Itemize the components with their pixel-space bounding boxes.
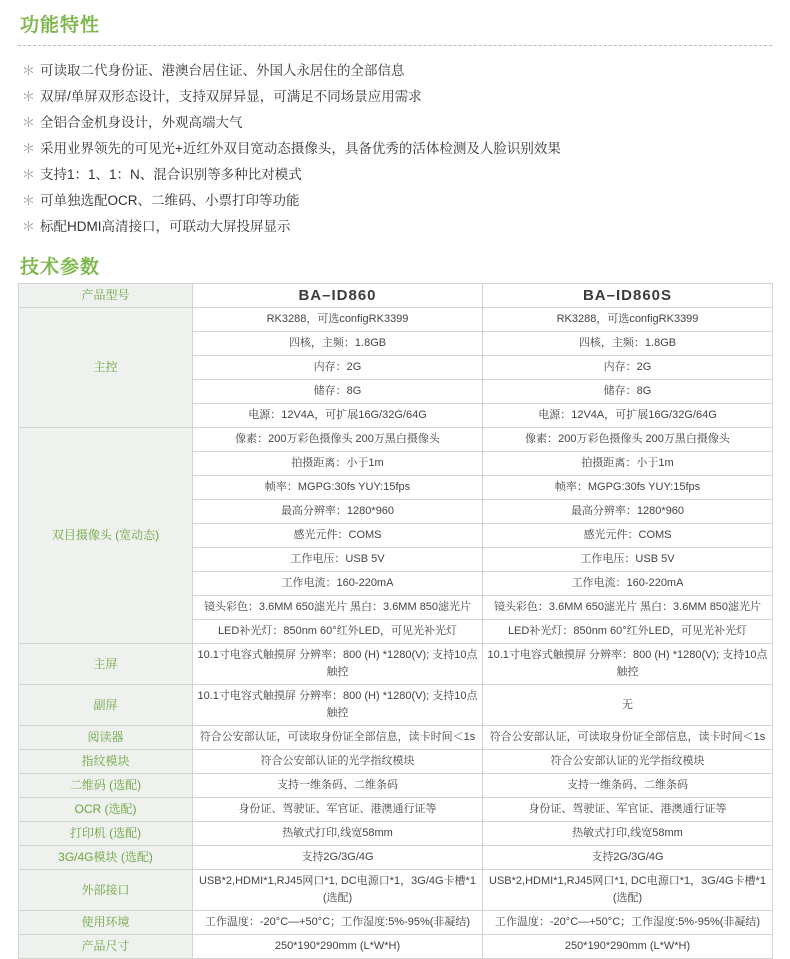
table-row	[19, 870, 773, 911]
feature-text: 可读取二代身份证、港澳台居住证、外国人永居住的全部信息	[40, 63, 405, 78]
spec-value-2: 250*190*290mm (L*W*H)	[483, 935, 773, 959]
spec-value-2: 工作温度：-20°C—+50°C；工作湿度:5%-95%(非凝结)	[483, 911, 773, 935]
spec-value-2: 身份证、驾驶证、军官证、港澳通行证等	[483, 798, 773, 822]
spec-label: 外部接口	[19, 870, 193, 911]
spec-value-1: 帧率：MGPG:30fs YUY:15fps	[193, 476, 483, 500]
table-row	[19, 750, 773, 774]
feature-item	[22, 214, 772, 240]
spec-label: 产品尺寸	[19, 935, 193, 959]
spec-value-2: RK3288，可选configRK3399	[483, 308, 773, 332]
spec-value-1: 工作温度：-20°C—+50°C；工作湿度:5%-95%(非凝结)	[193, 911, 483, 935]
bullet-icon: ＊	[22, 167, 36, 182]
table-row	[19, 644, 773, 685]
feature-text: 标配HDMI高清接口，可联动大屏投屏显示	[40, 219, 291, 234]
spec-value-2: 最高分辨率：1280*960	[483, 500, 773, 524]
spec-value-2: 像素：200万彩色摄像头 200万黑白摄像头	[483, 428, 773, 452]
spec-label: 主控	[19, 308, 193, 428]
spec-value-2: 电源：12V4A，可扩展16G/32G/64G	[483, 404, 773, 428]
spec-value-2: 内存：2G	[483, 356, 773, 380]
spec-label: 副屏	[19, 685, 193, 726]
spec-value-1: LED补光灯：850nm 60°红外LED，可见光补光灯	[193, 620, 483, 644]
spec-value-1: 拍摄距离：小于1m	[193, 452, 483, 476]
spec-label: 主屏	[19, 644, 193, 685]
spec-label: 使用环境	[19, 911, 193, 935]
spec-value-2: 感光元件：COMS	[483, 524, 773, 548]
spec-label: OCR (选配)	[19, 798, 193, 822]
spec-value-1: 身份证、驾驶证、军官证、港澳通行证等	[193, 798, 483, 822]
spec-value-2: 工作电压：USB 5V	[483, 548, 773, 572]
spec-label: 二维码 (选配)	[19, 774, 193, 798]
feature-item	[22, 110, 772, 136]
table-row	[19, 798, 773, 822]
table-row	[19, 846, 773, 870]
bullet-icon: ＊	[22, 141, 36, 156]
bullet-icon: ＊	[22, 219, 36, 234]
spec-value-1: 工作电压：USB 5V	[193, 548, 483, 572]
spec-value-2: LED补光灯：850nm 60°红外LED，可见光补光灯	[483, 620, 773, 644]
feature-text: 双屏/单屏双形态设计，支持双屏异显，可满足不同场景应用需求	[40, 89, 422, 104]
spec-label: 双目摄像头 (宽动态)	[19, 428, 193, 644]
spec-label: 阅读器	[19, 726, 193, 750]
spec-value-1: 10.1寸电容式触摸屏 分辨率：800 (H) *1280(V); 支持10点触控	[193, 685, 483, 726]
spec-value-2: 四核，主频：1.8GB	[483, 332, 773, 356]
feature-item	[22, 162, 772, 188]
header-label-cell: 产品型号	[19, 284, 193, 308]
features-section-title: 功能特性	[20, 15, 101, 36]
spec-table	[18, 283, 773, 959]
table-row	[19, 428, 773, 452]
spec-label: 3G/4G模块 (选配)	[19, 846, 193, 870]
spec-value-2: 储存：8G	[483, 380, 773, 404]
table-row	[19, 726, 773, 750]
feature-text: 支持1：1、1：N、混合识别等多种比对模式	[40, 167, 302, 182]
bullet-icon: ＊	[22, 193, 36, 208]
spec-value-1: 250*190*290mm (L*W*H)	[193, 935, 483, 959]
spec-value-1: 镜头彩色：3.6MM 650滤光片 黑白：3.6MM 850滤光片	[193, 596, 483, 620]
feature-item	[22, 58, 772, 84]
spec-value-1: 感光元件：COMS	[193, 524, 483, 548]
spec-value-2: 无	[483, 685, 773, 726]
header-model-2: BA–ID860S	[483, 284, 773, 308]
spec-table-body	[19, 284, 773, 959]
table-row	[19, 935, 773, 959]
spec-value-1: 支持2G/3G/4G	[193, 846, 483, 870]
spec-value-2: 工作电流：160-220mA	[483, 572, 773, 596]
spec-value-1: 工作电流：160-220mA	[193, 572, 483, 596]
feature-text: 可单独选配OCR、二维码、小票打印等功能	[40, 193, 300, 208]
spec-value-1: 符合公安部认证的光学指纹模块	[193, 750, 483, 774]
table-row	[19, 774, 773, 798]
spec-value-2: 符合公安部认证的光学指纹模块	[483, 750, 773, 774]
spec-value-2: 镜头彩色：3.6MM 650滤光片 黑白：3.6MM 850滤光片	[483, 596, 773, 620]
spec-value-2: USB*2,HDMI*1,RJ45网口*1, DC电源口*1，3G/4G卡槽*1 (选配)	[483, 870, 773, 911]
feature-text: 采用业界领先的可见光+近红外双目宽动态摄像头，具备优秀的活体检测及人脸识别效果	[40, 141, 561, 156]
spec-value-1: 10.1寸电容式触摸屏 分辨率：800 (H) *1280(V); 支持10点触控	[193, 644, 483, 685]
spec-value-1: 像素：200万彩色摄像头 200万黑白摄像头	[193, 428, 483, 452]
spec-value-2: 支持一维条码、二维条码	[483, 774, 773, 798]
header-model-1: BA–ID860	[193, 284, 483, 308]
table-row	[19, 822, 773, 846]
spec-value-1: 储存：8G	[193, 380, 483, 404]
table-row	[19, 308, 773, 332]
feature-item	[22, 84, 772, 110]
table-row	[19, 685, 773, 726]
spec-value-1: 四核，主频：1.8GB	[193, 332, 483, 356]
spec-label: 指纹模块	[19, 750, 193, 774]
feature-item	[22, 188, 772, 214]
spec-value-1: 电源：12V4A，可扩展16G/32G/64G	[193, 404, 483, 428]
bullet-icon: ＊	[22, 63, 36, 78]
spec-value-1: 内存：2G	[193, 356, 483, 380]
spec-value-2: 符合公安部认证，可读取身份证全部信息，读卡时间＜1s	[483, 726, 773, 750]
spec-value-1: 符合公安部认证，可读取身份证全部信息，读卡时间＜1s	[193, 726, 483, 750]
table-row	[19, 911, 773, 935]
bullet-icon: ＊	[22, 89, 36, 104]
spec-value-2: 支持2G/3G/4G	[483, 846, 773, 870]
specs-section-title: 技术参数	[20, 257, 101, 278]
feature-text: 全铝合金机身设计，外观高端大气	[40, 115, 243, 130]
bullet-icon: ＊	[22, 115, 36, 130]
spec-value-1: RK3288，可选configRK3399	[193, 308, 483, 332]
feature-list	[18, 58, 772, 240]
spec-value-1: USB*2,HDMI*1,RJ45网口*1, DC电源口*1，3G/4G卡槽*1 (选配)	[193, 870, 483, 911]
divider	[18, 45, 772, 46]
spec-label: 打印机 (选配)	[19, 822, 193, 846]
spec-value-2: 拍摄距离：小于1m	[483, 452, 773, 476]
spec-value-2: 10.1寸电容式触摸屏 分辨率：800 (H) *1280(V); 支持10点触控	[483, 644, 773, 685]
spec-value-1: 支持一维条码、二维条码	[193, 774, 483, 798]
table-header-row	[19, 284, 773, 308]
spec-value-2: 帧率：MGPG:30fs YUY:15fps	[483, 476, 773, 500]
feature-item	[22, 136, 772, 162]
spec-value-2: 热敏式打印,线宽58mm	[483, 822, 773, 846]
spec-value-1: 热敏式打印,线宽58mm	[193, 822, 483, 846]
spec-value-1: 最高分辨率：1280*960	[193, 500, 483, 524]
